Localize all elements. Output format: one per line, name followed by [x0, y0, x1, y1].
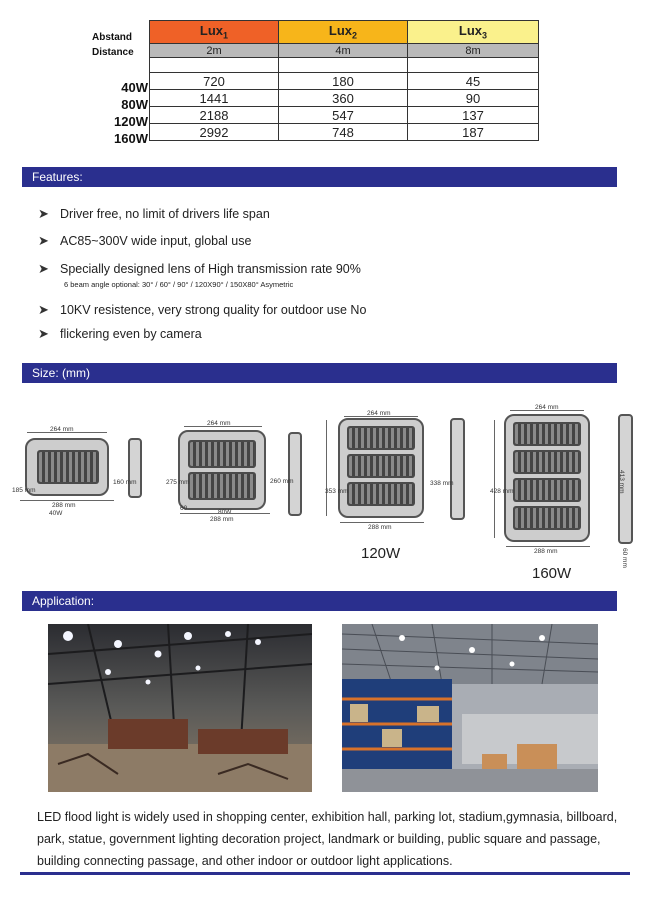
- features-section-bar: [22, 167, 617, 187]
- dim-depth: 60 mm: [621, 548, 628, 568]
- dimension-line: [180, 513, 270, 514]
- table-row: [150, 73, 539, 90]
- dim-left: 185 mm: [12, 487, 36, 494]
- dim-bottom: 288 mm: [52, 502, 76, 509]
- dim-bottom: 288 mm: [534, 548, 558, 555]
- light-front-view: [338, 418, 424, 518]
- light-side-view: [450, 418, 465, 520]
- distance-cell: 8m: [408, 44, 539, 58]
- lens-module: [347, 482, 415, 506]
- lux2-header: Lux$_2$: [279, 21, 408, 44]
- application-section-bar: [22, 591, 617, 611]
- label-abstand: Abstand: [92, 32, 132, 43]
- section-title: Size: (mm): [32, 366, 90, 380]
- feature-item: ➤ Driver free, no limit of drivers life span: [38, 206, 270, 221]
- arrow-bullet-icon: ➤: [38, 206, 49, 221]
- lens-module: [188, 472, 256, 500]
- model-title: 160W: [532, 565, 572, 582]
- footer-divider: [20, 872, 630, 875]
- lens-module: [188, 440, 256, 468]
- dim-side: 413 mm: [618, 470, 625, 494]
- lux1-header: Lux$_1$: [150, 21, 279, 44]
- dim-side: 338 mm: [430, 480, 454, 487]
- arrow-bullet-icon: ➤: [38, 261, 49, 276]
- table-row: [150, 107, 539, 124]
- lens-module: [513, 478, 581, 502]
- dim-side: 160 mm: [113, 479, 137, 486]
- dimension-line: [494, 420, 495, 538]
- distance-cell: 4m: [279, 44, 408, 58]
- dim-top: 264 mm: [207, 420, 231, 427]
- lux-cell: 187: [408, 124, 539, 141]
- model-label: 80W: [218, 509, 232, 516]
- model-title: 120W: [361, 545, 401, 562]
- label-distance: Distance: [92, 47, 134, 58]
- dimension-line: [326, 420, 327, 516]
- lux-cell: 90: [408, 90, 539, 107]
- dim-side: 260 mm: [270, 478, 294, 485]
- warehouse-photo: [342, 624, 598, 792]
- wattage-labels: [100, 79, 148, 147]
- dim-top: 264 mm: [535, 404, 559, 411]
- table-row: [150, 90, 539, 107]
- lens-module: [513, 450, 581, 474]
- distance-row: [150, 44, 539, 58]
- lux-cell: 45: [408, 73, 539, 90]
- arrow-bullet-icon: ➤: [38, 326, 49, 341]
- lens-module: [347, 454, 415, 478]
- lux3-header: Lux$_3$: [408, 21, 539, 44]
- lens-module: [347, 426, 415, 450]
- dim-bottom: 288 mm: [368, 524, 392, 531]
- dim-left: 353 mm: [325, 488, 349, 495]
- feature-item: ➤ Specially designed lens of High transmission rate 90% 6 beam angle optional: 30° / 60° / 90° / 120X90° / 150X80° Asymetric: [38, 261, 361, 289]
- application-description: LED flood light is widely used in shopping center, exhibition hall, parking lot, stadium,gymnasia, billboard, park, statue, government lighting decoration project, landmark or building, public square and passage, building connecting passage, and other indoor or outdoor light applications.: [37, 810, 618, 868]
- dimension-line: [20, 500, 114, 501]
- watt-label: 120W: [114, 114, 148, 129]
- lux-cell: 2188: [150, 107, 279, 124]
- watt-label: 80W: [121, 97, 148, 112]
- distance-cell: 2m: [150, 44, 279, 58]
- lux-cell: 180: [279, 73, 408, 90]
- light-front-view: [504, 414, 590, 542]
- dim-top: 264 mm: [367, 410, 391, 417]
- watt-label: 40W: [121, 80, 148, 95]
- model-label: 40W: [49, 510, 63, 517]
- feature-item: ➤ flickering even by camera: [38, 326, 202, 341]
- watt-label: 160W: [114, 131, 148, 146]
- lux-cell: 2992: [150, 124, 279, 141]
- table-row: [150, 124, 539, 141]
- lens-module: [37, 450, 99, 484]
- arrow-bullet-icon: ➤: [38, 302, 49, 317]
- dim-left: 275 mm: [166, 479, 190, 486]
- light-side-view: [288, 432, 302, 516]
- lux-cell: 137: [408, 107, 539, 124]
- lux-cell: 720: [150, 73, 279, 90]
- lens-module: [513, 506, 581, 530]
- dim-top: 264 mm: [50, 426, 74, 433]
- section-title: Application:: [32, 594, 95, 608]
- lux-cell: 547: [279, 107, 408, 124]
- feature-item: ➤ AC85~300V wide input, global use: [38, 233, 252, 248]
- light-front-view: [178, 430, 266, 510]
- lux-row-labels: [92, 30, 134, 60]
- lens-module: [513, 422, 581, 446]
- lux-header-row: [150, 21, 539, 44]
- dimension-line: [506, 546, 590, 547]
- light-side-view: [128, 438, 142, 498]
- feature-subtext: 6 beam angle optional: 30° / 60° / 90° / 120X90° / 150X80° Asymetric: [64, 280, 294, 289]
- lux-cell: 360: [279, 90, 408, 107]
- arrow-bullet-icon: ➤: [38, 233, 49, 248]
- dimension-line: [340, 522, 424, 523]
- section-title: Features:: [32, 170, 83, 184]
- dim-left: 428 mm: [490, 488, 514, 495]
- dim-bottom: 288 mm: [210, 516, 234, 523]
- lux-cell: 1441: [150, 90, 279, 107]
- feature-item: ➤ 10KV resistence, very strong quality for outdoor use No: [38, 302, 367, 317]
- light-front-view: [25, 438, 109, 496]
- lux-cell: 748: [279, 124, 408, 141]
- size-section-bar: [22, 363, 617, 383]
- lux-table: [149, 20, 539, 141]
- factory-hall-photo: [48, 624, 312, 792]
- spacer-row: [150, 58, 539, 73]
- dim-depth: 60: [180, 505, 188, 512]
